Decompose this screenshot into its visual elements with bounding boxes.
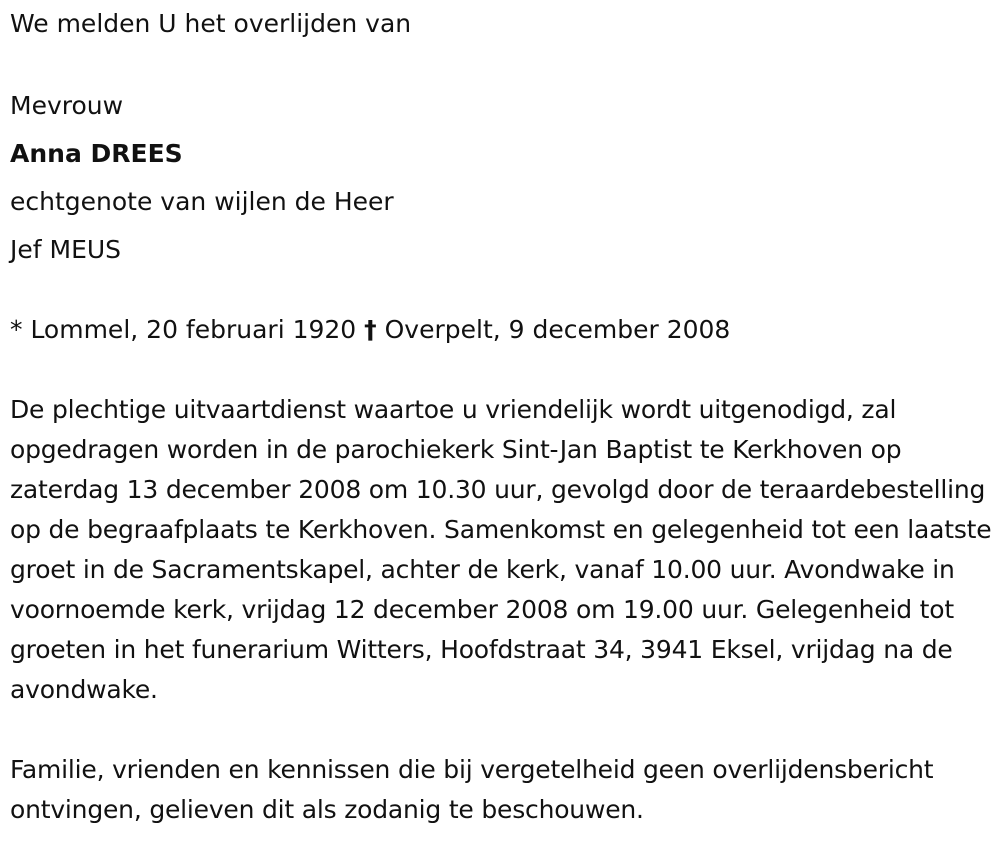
relation-text: echtgenote van wijlen de Heer — [10, 187, 394, 216]
death-info: Overpelt, 9 december 2008 — [384, 315, 731, 344]
cross-icon: † — [364, 315, 377, 344]
closing-paragraph: Familie, vrienden en kennissen die bij vergetelheid geen overlijdensbericht ontvingen, gelieven dit als zodanig te beschouwen. — [10, 755, 934, 824]
intro-text: We melden U het overlijden van — [10, 9, 412, 38]
deceased-name: Anna DREES — [10, 139, 183, 168]
birth-info: * Lommel, 20 februari 1920 — [10, 315, 357, 344]
salutation: Mevrouw — [10, 91, 124, 120]
spouse-name: Jef MEUS — [10, 235, 122, 264]
service-paragraph: De plechtige uitvaartdienst waartoe u vriendelijk wordt uitgenodigd, zal opgedragen worden in de parochiekerk Sint-Jan Baptist te Kerkhoven op zaterdag 13 december 2008 om 10.30 uur, gevolgd door de teraardebestelling op de begraafplaats te Kerkhoven. Samenkomst en gelegenheid tot een laatste groet in de Sacramentskapel, achter de kerk, vanaf 10.00 uur. Avondwake in voornoemde kerk, vrijdag 12 december 2008 om 19.00 uur. Gelegenheid tot groeten in het funerarium Witters, Hoofdstraat 34, 3941 Eksel, vrijdag na de avondwake. — [10, 395, 992, 704]
life-dates — [10, 306, 730, 354]
